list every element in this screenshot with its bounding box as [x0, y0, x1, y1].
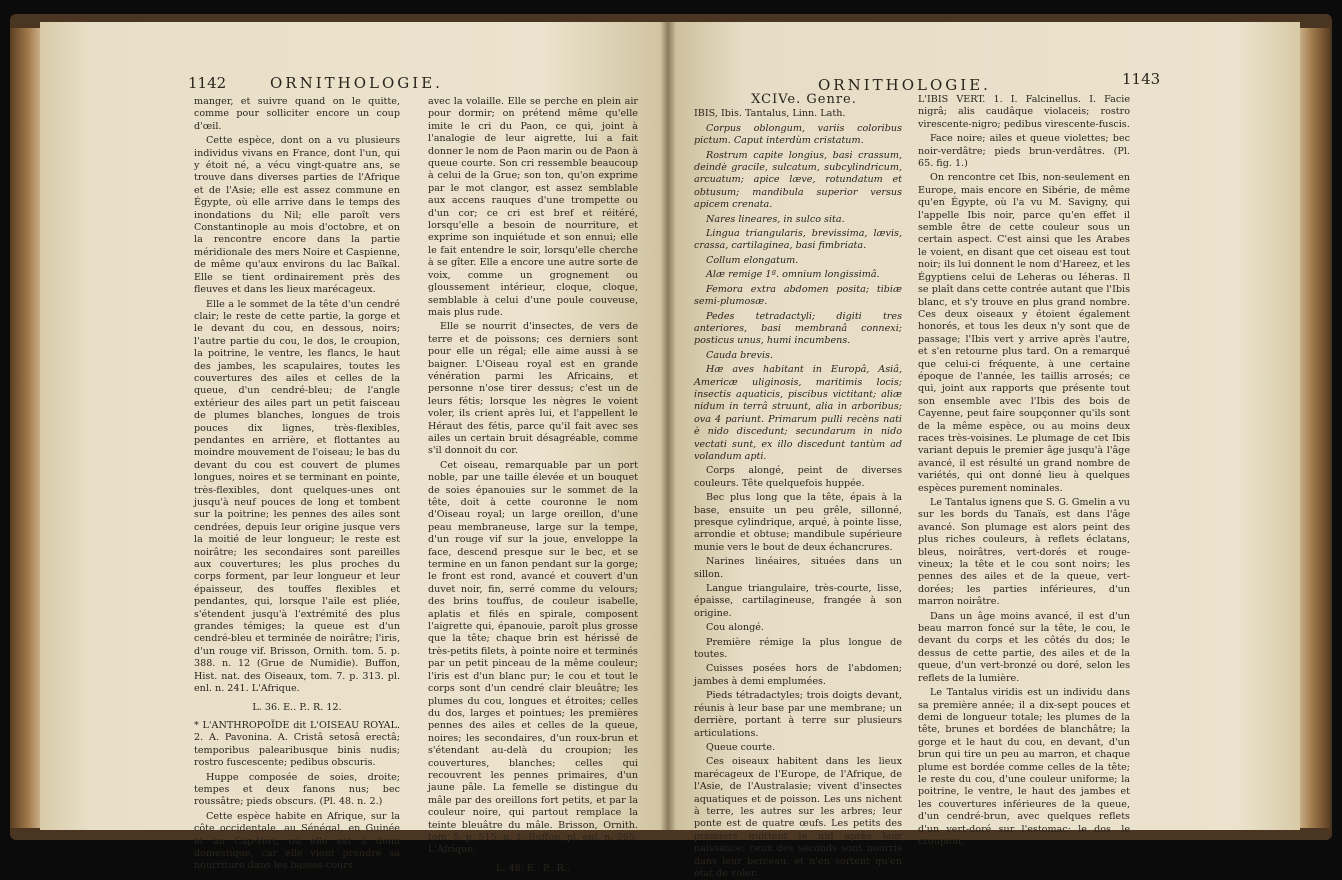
paragraph: Dans un âge moins avancé, il est d'un beau marron foncé sur la tête, le cou, le devant du corps et les côtés du dos; le dessus de cette partie, des ailes et de la queue, d'un vert-bronzé ou doré, selon les reflets de la lumière.: [918, 610, 1130, 684]
paragraph: avec la volaille. Elle se perche en plein air pour dormir; on prétend même qu'elle imite le cri du Paon, ce qui, joint à l'analogie de leur aigrette, lui a fait donner le nom de Paon marin ou de Paon à queue courte. Son cri ressemble beaucoup à celui de la Grue; son ton, qu'on exprime par le mot clangor, est assez semblable aux accens rauques d'une trompette ou d'un cor; ce cri est bref et réitéré, lorsqu'elle a besoin de nourriture, et exprime son inquiétude et son ennui; elle le fait entendre le soir, lorsqu'elle cherche à se gîter. Elle a encore une autre sorte de voix, comme un grognement ou gloussement intérieur, cloque, cloque, semblable à celui d'une poule couveuse, mais plus rude.: [428, 96, 638, 318]
book-gutter: [660, 22, 676, 830]
left-page: [40, 22, 668, 874]
paragraph: Face noire; ailes et queue violettes; bec noir-verdâtre; pieds brun-verdâtres. (Pl. 65. fig. 1.): [918, 133, 1130, 170]
right-column-2: [918, 94, 1130, 847]
paragraph: Pieds tétradactyles; trois doigts devant, réunis à leur base par une membrane; un derrière, portant à terre sur plusieurs articulations.: [694, 690, 902, 739]
genus-title: IBIS, Ibis. Tantalus, Linn. Lath.: [694, 108, 846, 120]
paragraph: manger, et suivre quand on le quitte, comme pour solliciter encore un coup d'œil.: [194, 96, 400, 132]
left-column-2: [428, 96, 638, 874]
latin-line: Nares lineares, in sulco sita.: [706, 213, 845, 225]
latin-line: Hæ aves habitant in Europâ, Asiâ, Americæ uliginosis, maritimis locis; insectis aquaticis, piscibus victitant; aliæ nidum in terrâ struunt, alia in arboribus; ova 4 pariunt. Primarum pulli recèns nati è nido discedunt; secundarum in nido vectati sunt, ex illo discedunt tantùm ad volandum apti.: [694, 364, 902, 462]
paragraph: Narines linéaires, situées dans un sillon.: [694, 556, 902, 580]
paragraph: On rencontre cet Ibis, non-seulement en Europe, mais encore en Sibérie, de même qu'en Égypte, où l'a vu M. Savigny, qui l'appelle Ibis noir, parce qu'en effet il semble être de cette couleur sous un certain aspect. C'est ainsi que les Arabes le voient, en disant que cet oiseau est tout noir; ils lui donnent le nom d'Hareez, et les Égyptiens celui de Leheras ou Iéheras. Il se plaît dans cette contrée autant que l'Ibis blanc, et s'y trouve en plus grand nombre. Ces deux oiseaux y étoient également honorés, et tous les deux n'y sont que de passage; l'Ibis vert y arrive après l'autre, et s'en retourne plus tard. On a remarqué que celui-ci fréquente, à une certaine époque de l'année, les taillis arrosés; ce qui, joint aux rapports que présente tout son ensemble avec l'Ibis des bois de Cayenne, peut faire soupçonner qu'ils sont de la même espèce, ou au moins deux races très-voisines. Le plumage de cet Ibis variant depuis le premier âge jusqu'à l'âge avancé, il est résulté un grand nombre de variétés, qui ont donné lieu à quelques espèces purement nominales.: [918, 172, 1130, 494]
page-edges-left: [10, 28, 40, 828]
paragraph: Le Tantalus ignens que S. G. Gmelin a vu sur les bords du Tanaïs, est dans l'âge avancé. Son plumage est alors peint des plus riches couleurs, à reflets éclatans, bleus, noirâtres, vert-dorés et rouge-vineux; la tête et le cou sont noirs; les pennes des ailes et de la queue, vert-dorées; les parties inférieures, d'un marron noirâtre.: [918, 497, 1130, 608]
latin-line: Rostrum capite longius, basi crassum, deindè gracile, sulcatum, subcylindricum, arcuatum; apice læve, rotundatum et obtusum; mandibula superior versus apicem crenata.: [694, 149, 902, 211]
paragraph: Langue triangulaire, très-courte, lisse, épaisse, cartilagineuse, frangée à son origine.: [694, 583, 902, 619]
latin-line: Collum elongatum.: [706, 254, 799, 266]
paragraph: Ces oiseaux habitent dans les lieux marécageux de l'Europe, de l'Afrique, de l'Asie, de l'Australasie; vivent d'insectes aquatiques et de poisson. Les uns nichent à terre, les autres sur les arbres; leur ponte est de quatre œufs. Les petits des premiers quittent le nid après leur naissance; ceux des seconds sont nourris dans leur berceau, et n'en sortent qu'en état de voler.: [694, 756, 902, 879]
running-header-left: ORNITHOLOGIE.: [270, 74, 443, 92]
right-page: [668, 22, 1300, 879]
right-column-1: [694, 92, 902, 879]
paragraph: Cuisses posées hors de l'abdomen; jambes à demi emplumées.: [694, 663, 902, 687]
genre-heading: XCIVe. Genre.: [751, 92, 857, 107]
latin-line: Pedes tetradactyli; digiti tres anteriores, basi membranâ connexi; posticus unus, humi incumbens.: [694, 310, 902, 347]
paragraph: Cette espèce, dont on a vu plusieurs individus vivans en France, dont l'un, qui y étoit né, a vécu vingt-quatre ans, se trouve dans diverses parties de l'Afrique et de l'Asie; elle est assez commune en Égypte, où elle arrive dans le temps des inondations du Nil; elle paroît vers Constantinople au mois d'octobre, et on la rencontre encore dans la partie méridionale des mers Noire et Caspienne, de même qu'aux environs du lac Baïkal. Elle se tient ordinairement près des fleuves et dans les lieux marécageux.: [194, 135, 400, 296]
species-heading: * L'ANTHROPOÏDE dit L'OISEAU ROYAL. 2. A. Pavonina. A. Cristâ setosâ erectâ; temporibus palearibusque binis nudis; rostro fuscescente; pedibus obscuris.: [194, 719, 400, 769]
latin-line: Lingua triangularis, brevissima, lævis, crassa, cartilaginea, basi fimbriata.: [694, 228, 902, 252]
paragraph: Elle se nourrit d'insectes, de vers de terre et de poissons; ces derniers sont pour elle un régal; elle aime aussi à se baigner. L'Oiseau royal est en grande vénération parmi les Africains, et personne n'ose tirer dessus; c'est un de leurs fétis; lorsque les nègres le voient voler, ils crient après lui, et l'appellent le Héraut des fétis, parce qu'il fait avec ses ailes un certain bruit désagréable, comme s'il donnoit du cor.: [428, 321, 638, 457]
paragraph: Bec plus long que la tête, épais à la base, ensuite un peu grêle, sillonné, presque cylindrique, arqué, à pointe lisse, arrondie et obtuse; mandibule supérieure munie vers le bout de deux échancrures.: [694, 492, 902, 553]
measurement-line: L. 48. E.. P.. R..: [496, 862, 570, 874]
latin-line: Femora extra abdomen posita; tibiæ semi-plumosæ.: [694, 283, 902, 308]
paragraph: Cette espèce habite en Afrique, sur la côte occidentale, au Sénégal, en Guinée et au Cap-Vert, où elle est à demi domestique, car elle vient prendre sa nourriture dans les basses-cours: [194, 810, 400, 872]
paragraph: Huppe composée de soies, droite; tempes et deux fanons nus; bec roussâtre; pieds obscurs. (Pl. 48. n. 2.): [194, 771, 400, 808]
paragraph: Première rémige la plus longue de toutes.: [694, 636, 902, 661]
page-number-right: 1143: [1122, 70, 1161, 88]
paragraph: Cou alongé.: [706, 622, 764, 634]
measurement-line: L. 36. E.. P.. R. 12.: [252, 701, 342, 713]
page-number-left: 1142: [188, 74, 227, 92]
species-heading: L'IBIS VERT. 1. I. Falcinellus. I. Facie nigrâ; alis caudâque violaceis; rostro virescente-nigro; pedibus virescente-fuscis.: [918, 94, 1130, 130]
latin-line: Alæ remige 1ª. omnium longissimâ.: [706, 269, 880, 281]
page-edges-right: [1300, 28, 1330, 828]
latin-line: Cauda brevis.: [706, 349, 774, 361]
paragraph: Le Tantalus viridis est un individu dans sa première année; il a dix-sept pouces et demi de longueur totale; les plumes de la tête, brunes et bordées de blanchâtre; la gorge et le haut du cou, en devant, d'un brun qui tire un peu au marron, et chaque plume est bordée comme celles de la tête; le reste du cou, d'une couleur uniforme; la poitrine, le ventre, le haut des jambes et les couvertures inférieures de la queue, d'un cendré-brun, avec quelques reflets d'un vert-doré sur l'estomac; le dos, le croupion,: [918, 687, 1130, 847]
left-column-1: [194, 96, 400, 872]
paragraph: Cet oiseau, remarquable par un port noble, par une taille élevée et un bouquet de soies épanouies sur le sommet de la tête, doit à cette couronne le nom d'Oiseau royal; un large oreillon, d'une peau membraneuse, large sur la tempe, d'un rouge vif sur la joue, enveloppe la face, descend presque sur le bec, et se termine en un fanon pendant sur la gorge; le front est rond, avancé et couvert d'un duvet noir, fin, serré comme du velours; des brins touffus, de couleur isabelle, aplatis et filés en spirale, composent l'aigrette qui, épanouie, paroît plus grosse que la tête; chaque brin est hérissé de très-petits filets, à pointe noire et terminés par un petit pinceau de la même couleur; l'iris est d'un blanc pur; le cou et tout le corps sont d'un cendré clair bleuâtre; les plumes du cou, longues et étroites; celles du dos, larges et pointues; les premières pennes des ailes et celles de la queue, noires; les secondaires, d'un roux-brun et s'étendant au-delà du croupion; les couvertures, blanches; celles qui recouvrent les pennes primaires, d'un jaune pâle. La femelle se distingue du mâle par des oreillons fort petits, et par la couleur noire, qui partout remplace la teinte bleuâtre du mâle. Brisson, Ornith. tom. 5. p. 515. n. 1. Buffon, pl. enl. n. 265. L'Afrique.: [428, 459, 638, 856]
paragraph: Corps alongé, peint de diverses couleurs. Tête quelquefois huppée.: [694, 465, 902, 489]
paragraph: Queue courte.: [706, 741, 776, 753]
running-header-right: ORNITHOLOGIE.: [818, 76, 991, 94]
paragraph: Elle a le sommet de la tête d'un cendré clair; le reste de cette partie, la gorge et le devant du cou, en dessous, noirs; l'autre partie du cou, le dos, le croupion, la poitrine, le ventre, les flancs, le haut des jambes, les scapulaires, toutes les couvertures des ailes et celles de la queue, d'un cendré-bleu; de l'angle extérieur des ailes part un petit faisceau de plumes blanches, longues de trois pouces dix lignes, très-flexibles, pendantes en arrière, et flottantes au moindre mouvement de l'oiseau; le bas du devant du cou est couvert de plumes longues, noires et se terminant en pointe, très-flexibles, dont quelques-unes ont jusqu'à neuf pouces de long et tombent sur la poitrine; les pennes des ailes sont cendrées, depuis leur origine jusque vers la moitié de leur longueur; le reste est noirâtre; les secondaires sont pareilles aux couvertures; les plus proches du corps forment, par leur longueur et leur épaisseur, des touffes flexibles et pendantes, qui, lorsque l'aile est pliée, s'étendent jusqu'à l'extrémité des plus grandes témiges; la queue est d'un cendré-bleu et terminée de noirâtre; l'iris, d'un rouge vif. Brisson, Ornith. tom. 5. p. 388. n. 12 (Grue de Numidie). Buffon, Hist. nat. des Oiseaux, tom. 7. p. 313. pl. enl. n. 241. L'Afrique.: [194, 298, 400, 695]
latin-line: Corpus oblongum, variis coloribus pictum. Caput interdùm cristatum.: [694, 122, 902, 147]
